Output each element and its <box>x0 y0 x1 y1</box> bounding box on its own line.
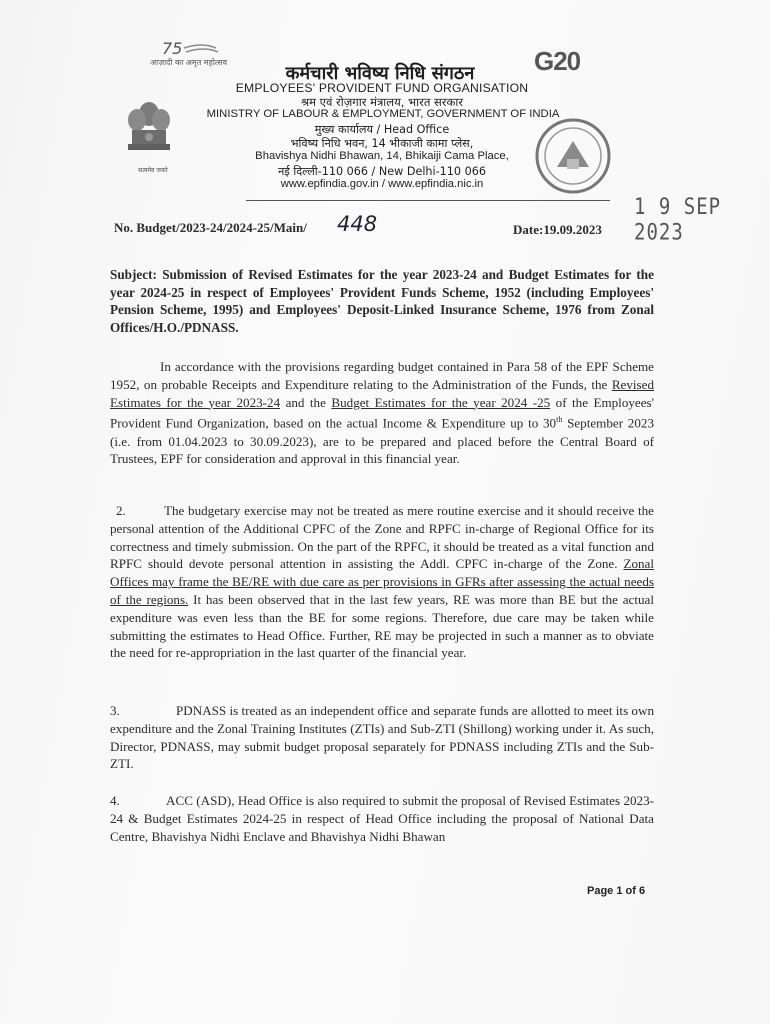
subject-line: Subject: Submission of Revised Estimates for the year 2023-24 and Budget Estimates for the year 2024-25 in respect of Employees' Provident Funds Scheme, 1952 (including Employees' Pension Scheme, 1995) and Employees' Deposit-Linked Insurance Scheme, 1976 from Zonal Offices/H.O./PDNASS. <box>110 267 654 335</box>
ministry-name-hindi: श्रम एवं रोज़गार मंत्रालय, भारत सरकार <box>300 95 464 109</box>
letter-date: Date:19.09.2023 <box>513 222 602 237</box>
p2-text-a: The budgetary exercise may not be treated as mere routine exercise and it should receive the personal attention of the Additional CPFC of the Zone and RPFC in-charge of Regional Office for its correctness and timely submission. On the part of the RPFC, it should be treated as a vital function and RPFC should devote personal attention in assisting the Addl. CPFC in-charge of the Zone. <box>110 503 654 572</box>
p1-text-a: In accordance with the provisions regarding budget contained in Para 58 of the EPF Scheme 1952, on probable Receipts and Expenditure relating to the Administration of the Funds, the <box>110 359 654 392</box>
p1-text-b: and the <box>280 394 332 410</box>
epfo-seal-icon <box>532 115 614 197</box>
emblem-motto: सत्यमेव जयते <box>138 167 168 174</box>
head-office-label: मुख्य कार्यालय / Head Office <box>314 123 450 136</box>
paragraph-1 <box>110 358 654 468</box>
p1-text-d: September 2023 (i.e. from 01.04.2023 to 30.09.2023), are to be prepared and placed before the Central Board of Trustees, EPF for consideration and approval in this financial year. <box>110 415 654 467</box>
p1-superscript: th <box>556 415 563 425</box>
svg-text:75: 75 <box>162 40 183 58</box>
p2-underline: Zonal Offices may frame the BE/RE with due care as per provisions in GFRs after assessing the actual needs of the regions. <box>110 556 654 607</box>
header-divider <box>246 200 610 201</box>
handwritten-reference: 448 <box>337 212 378 236</box>
org-name-english: EMPLOYEES' PROVIDENT FUND ORGANISATION <box>235 81 529 95</box>
paragraph-2-number: 2. <box>116 503 126 518</box>
ministry-name-english: MINISTRY OF LABOUR & EMPLOYMENT, GOVERNMENT OF INDIA <box>206 108 560 120</box>
p1-text-c: of the Employees' Provident Fund Organization, based on the actual Income & Expenditure up to 30 <box>110 394 654 431</box>
azadi-text: आज़ादी का अमृत महोत्सव <box>150 58 228 67</box>
address-english: Bhavishya Nidhi Bhawan, 14, Bhikaiji Cama Place, <box>255 150 509 162</box>
paragraph-4-number: 4. <box>110 793 120 808</box>
paragraph-2 <box>110 502 654 662</box>
paragraph-4 <box>110 792 654 845</box>
page-number: Page 1 of 6 <box>587 885 646 897</box>
address-hindi: भविष्य निधि भवन, 14 भीकाजी कामा प्लेस, <box>290 137 474 150</box>
g20-text: G20 <box>534 46 581 76</box>
p1-underline-budget-estimates: Budget Estimates for the year 2024 -25 <box>331 394 551 410</box>
p2-text-b: It has been observed that in the last few years, RE was more than BE but the actual expenditure was even less than the BE for some regions. Therefore, due care may be taken while submitting the estimates to Head Office. Further, RE may be projected in such a manner as to obviate the need for re-appropriation in the last quarter of the financial year. <box>110 591 654 661</box>
g20-logo <box>534 46 604 82</box>
national-emblem-icon <box>118 96 180 168</box>
p1-underline-revised-estimates: Revised Estimates for the year 2023-24 <box>110 376 654 410</box>
p3-text: PDNASS is treated as an independent office and separate funds are allotted to meet its own expenditure and the Zonal Training Institutes (ZTIs) and Sub-ZTI (Shillong) working under it. As such, Director, PDNASS, may submit budget proposal separately for PDNASS including ZTIs and the Sub-ZTI. <box>110 703 654 772</box>
org-name-hindi: कर्मचारी भविष्य निधि संगठन <box>285 63 475 84</box>
received-date-stamp: 1 9 SEP 2023 <box>634 194 722 246</box>
p4-text: ACC (ASD), Head Office is also required to submit the proposal of Revised Estimates 2023-24 & Budget Estimates 2024-25 in respect of Head Office including the proposal of National Data Centre, Bhavishya Nidhi Enclave and Bhavishya Nidhi Bhawan <box>110 793 654 844</box>
reference-number: No. Budget/2023-24/2024-25/Main/ <box>114 220 307 235</box>
paragraph-3-number: 3. <box>110 703 120 718</box>
website-links: www.epfindia.gov.in / www.epfindia.nic.in <box>280 178 484 190</box>
city-line: नई दिल्ली-110 066 / New Delhi-110 066 <box>278 165 486 178</box>
paragraph-3 <box>110 702 654 773</box>
